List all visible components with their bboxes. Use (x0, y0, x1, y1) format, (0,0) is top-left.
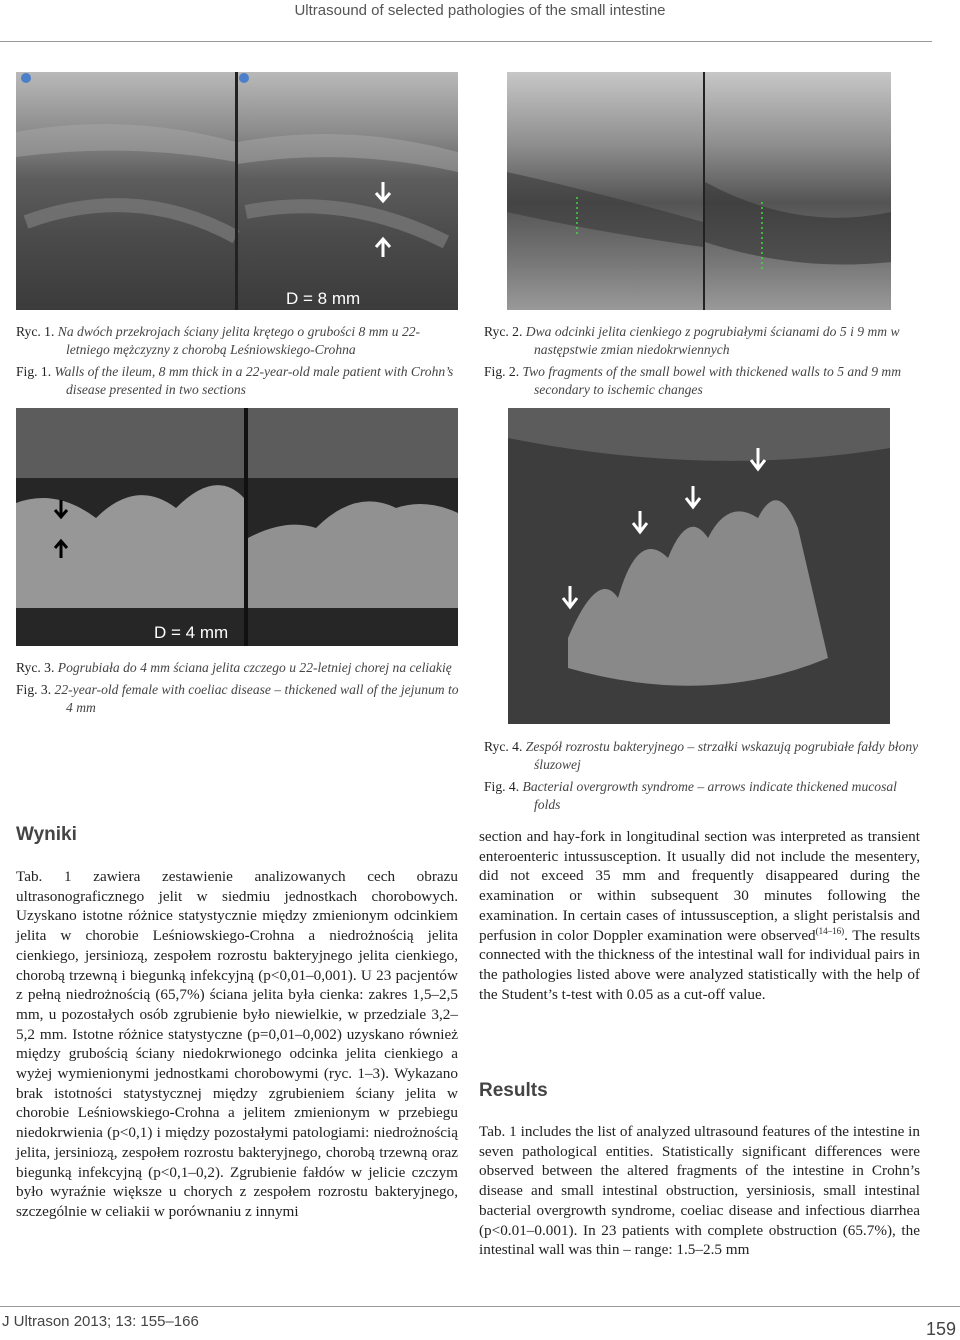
right-paragraph-1-a: section and hay-fork in longitudinal section was interpreted as transient enteroenteric intussusception. It usually did not include the mesentery, did not exceed 35 mm and frequently disappeared during the examination or within subsequent 30 minutes following the examination. In certain cases of intussusception, a slight peristalsis and perfusion in color Doppler examination were observed (479, 828, 920, 944)
left-body (16, 867, 458, 1222)
figure-3-measurement: D = 4 mm (154, 623, 229, 642)
figure-2-label-pl: Ryc. 2. (484, 324, 523, 339)
figure-4-label-pl: Ryc. 4. (484, 739, 523, 754)
figure-2-image (507, 72, 891, 310)
journal-citation: J Ultrason 2013; 13: 155–166 (2, 1313, 199, 1330)
figure-2-caption-en (484, 363, 924, 399)
figure-1-caption-en (16, 363, 461, 399)
figure-2-caption (484, 323, 924, 399)
header-rule (0, 41, 932, 42)
figure-1-caption-pl (16, 323, 461, 359)
footer-rule (0, 1306, 960, 1307)
figure-4-image (508, 408, 890, 724)
figure-1-image (16, 72, 458, 310)
figure-1-text-pl: Na dwóch przekrojach ściany jelita krętego o grubości 8 mm u 22-letniego mężczyzny z chorobą Leśniowskiego-Crohna (57, 324, 421, 357)
running-header (0, 0, 960, 44)
figure-3-label-en: Fig. 3. (16, 682, 52, 697)
figure-2-label-en: Fig. 2. (484, 364, 520, 379)
figure-3-caption-pl (16, 659, 461, 677)
citation-superscript: (14–16) (815, 925, 845, 936)
figure-4-label-en: Fig. 4. (484, 779, 520, 794)
figure-3-label-pl: Ryc. 3. (16, 660, 55, 675)
figure-4-text-pl: Zespół rozrostu bakteryjnego – strzałki wskazują pogrubiałe fałdy błony śluzowej (525, 739, 919, 772)
figure-3-caption-en (16, 681, 461, 717)
running-title: Ultrasound of selected pathologies of the small intestine (294, 2, 666, 19)
figure-3-text-en: 22-year-old female with coeliac disease – thickened wall of the jejunum to 4 mm (54, 682, 459, 715)
page-number: 159 (926, 1319, 957, 1339)
right-body-top (479, 827, 920, 1004)
figure-2-caption-pl (484, 323, 924, 359)
figure-2-text-en: Two fragments of the small bowel with thickened walls to 5 and 9 mm secondary to ischemic changes (522, 364, 902, 397)
figure-3-image (16, 408, 458, 646)
figure-2-text-pl: Dwa odcinki jelita cienkiego z pogrubiałymi ścianami do 5 i 9 mm w następstwie zmian niedokrwiennych (525, 324, 900, 357)
figure-4-text-en: Bacterial overgrowth syndrome – arrows indicate thickened mucosal folds (522, 779, 897, 812)
figure-3-caption (16, 659, 461, 717)
figure-1-label-en: Fig. 1. (16, 364, 52, 379)
figure-1-text-en: Walls of the ileum, 8 mm thick in a 22-year-old male patient with Crohn’s disease presented in two sections (54, 364, 454, 397)
right-paragraph-1 (479, 827, 920, 1004)
results-heading: Results (479, 1080, 548, 1101)
figure-4-caption-pl (484, 738, 924, 774)
left-paragraph: Tab. 1 zawiera zestawienie analizowanych cech obrazu ultrasonograficznego jelit w siedmiu jednostkach chorobowych. Uzyskano istotne różnice statystycznie między zmienionym odcinkiem jelita w chorobie Leśniowskiego-Crohna a niedrożnością jelita cienkiego, jersiniozą, zespołem rozrostu bakteryjnego jelita cienkiego, chorobą trzewną i biegunką infekcyjną (p<0,01–0,001). U 23 pacjentów z pełną niedrożnością (65,7%) ściana jelita była cienka: zakres 1,5–2,5 mm, u pozostałych osób zgrubienie było niewielkie, w przedziale 3,2–5,2 mm. Istotne różnice statystyczne (p=0,01–0,002) uzyskano również między grubością ściany niedokrwionego odcinka jelita cienkiego a wyżej wymienionymi jednostkami chorobowymi (ryc. 1–3). Wykazano brak istotności statystycznej między zgrubieniem ściany jelita w chorobie Leśniowskiego-Crohna a jelitem zmienionym w przebiegu niedokrwienia (p<0,1) i między pozostałymi patologiami: niedrożnością jelita, jersiniozą, zespołem rozrostu bakteryjnego, chorobą trzewną oraz biegunką infekcyjną (p<0,1–0,2). Zgrubienie fałdów w jelicie czczym było wyraźnie większe u chorych z zespołem rozrostu bakteryjnego, szczególnie w celiakii w porównaniu z innymi (16, 868, 458, 1220)
figure-1-measurement: D = 8 mm (286, 289, 361, 308)
right-body-bottom (479, 1122, 920, 1260)
figure-1-caption (16, 323, 461, 399)
figure-1-label-pl: Ryc. 1. (16, 324, 55, 339)
figure-4-caption-en (484, 778, 924, 814)
right-paragraph-2: Tab. 1 includes the list of analyzed ultrasound features of the intestine in seven pathological entities. Statistically significant differences were observed between the altered fragments of the intestine in Crohn’s disease and small intestinal obstruction, yersiniosis, small intestinal bacterial overgrowth syndrome, coeliac disease and infectious diarrhea (p<0.01–0.001). In 23 patients with complete obstruction (65.7%), the intestinal wall was thin – range: 1.5–2.5 mm (479, 1123, 920, 1259)
wyniki-heading: Wyniki (16, 824, 77, 845)
right-paragraph-1-b: . The results connected with the thickness of the intestinal wall for individual pairs in the pathologies listed above were analyzed statistically with the help of the Student’s t-test with 0.05 as a cut-off value. (479, 926, 920, 1003)
figure-3-text-pl: Pogrubiała do 4 mm ściana jelita czczego u 22-letniej chorej na celiakię (57, 660, 452, 675)
figure-4-caption (484, 738, 924, 814)
